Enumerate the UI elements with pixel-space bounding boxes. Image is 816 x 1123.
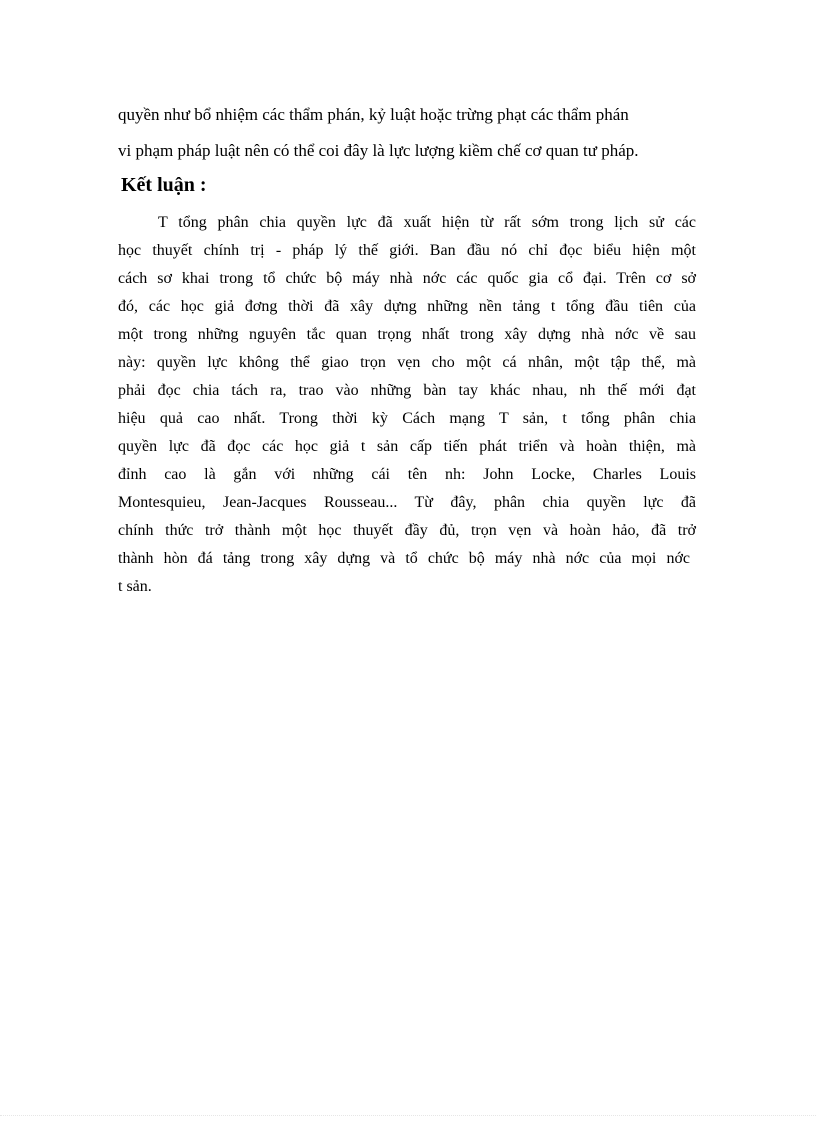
intro-line-1: quyền như bổ nhiệm các thẩm phán, kỷ luật hoặc trừng phạt các thẩm phán (118, 105, 629, 124)
conclusion-line-11: Montesquieu, Jean-Jacques Rousseau... Từ đây, phân chia quyền lực đã (118, 494, 696, 511)
conclusion-heading: Kết luận : (121, 174, 207, 196)
conclusion-line-3: cách sơ khai trong tổ chức bộ máy nhà nớc các quốc gia cổ đại. Trên cơ sở (118, 270, 696, 287)
conclusion-line-5: một trong những nguyên tắc quan trọng nhất trong xây dựng nhà nớc về sau (118, 326, 696, 343)
conclusion-line-8: hiệu quả cao nhất. Trong thời kỳ Cách mạng T sản, t tổng phân chia (118, 410, 696, 427)
conclusion-line-4: đó, các học giả đơng thời đã xây dựng những nền tảng t tổng đầu tiên của (118, 298, 696, 315)
conclusion-line-2: học thuyết chính trị - pháp lý thế giới. Ban đầu nó chỉ đọc biểu hiện một (118, 242, 696, 259)
conclusion-line-14: t sản. (118, 578, 152, 595)
intro-line-2: vi phạm pháp luật nên có thể coi đây là lực lượng kiềm chế cơ quan tư pháp. (118, 141, 639, 160)
conclusion-line-13: thành hòn đá tảng trong xây dựng và tổ chức bộ máy nhà nớc của mọi nớc (118, 550, 690, 567)
conclusion-line-12: chính thức trở thành một học thuyết đầy đủ, trọn vẹn và hoàn hảo, đã trở (118, 522, 696, 539)
conclusion-line-7: phải đọc chia tách ra, trao vào những bàn tay khác nhau, nh thế mới đạt (118, 382, 696, 399)
conclusion-line-1: T tổng phân chia quyền lực đã xuất hiện từ rất sớm trong lịch sử các (158, 214, 696, 231)
page-bottom-rule (0, 1115, 816, 1116)
conclusion-line-9: quyền lực đã đọc các học giả t sản cấp tiến phát triển và hoàn thiện, mà (118, 438, 696, 455)
conclusion-line-6: này: quyền lực không thể giao trọn vẹn cho một cá nhân, một tập thể, mà (118, 354, 696, 371)
conclusion-line-10: đỉnh cao là gắn với những cái tên nh: John Locke, Charles Louis (118, 466, 696, 483)
